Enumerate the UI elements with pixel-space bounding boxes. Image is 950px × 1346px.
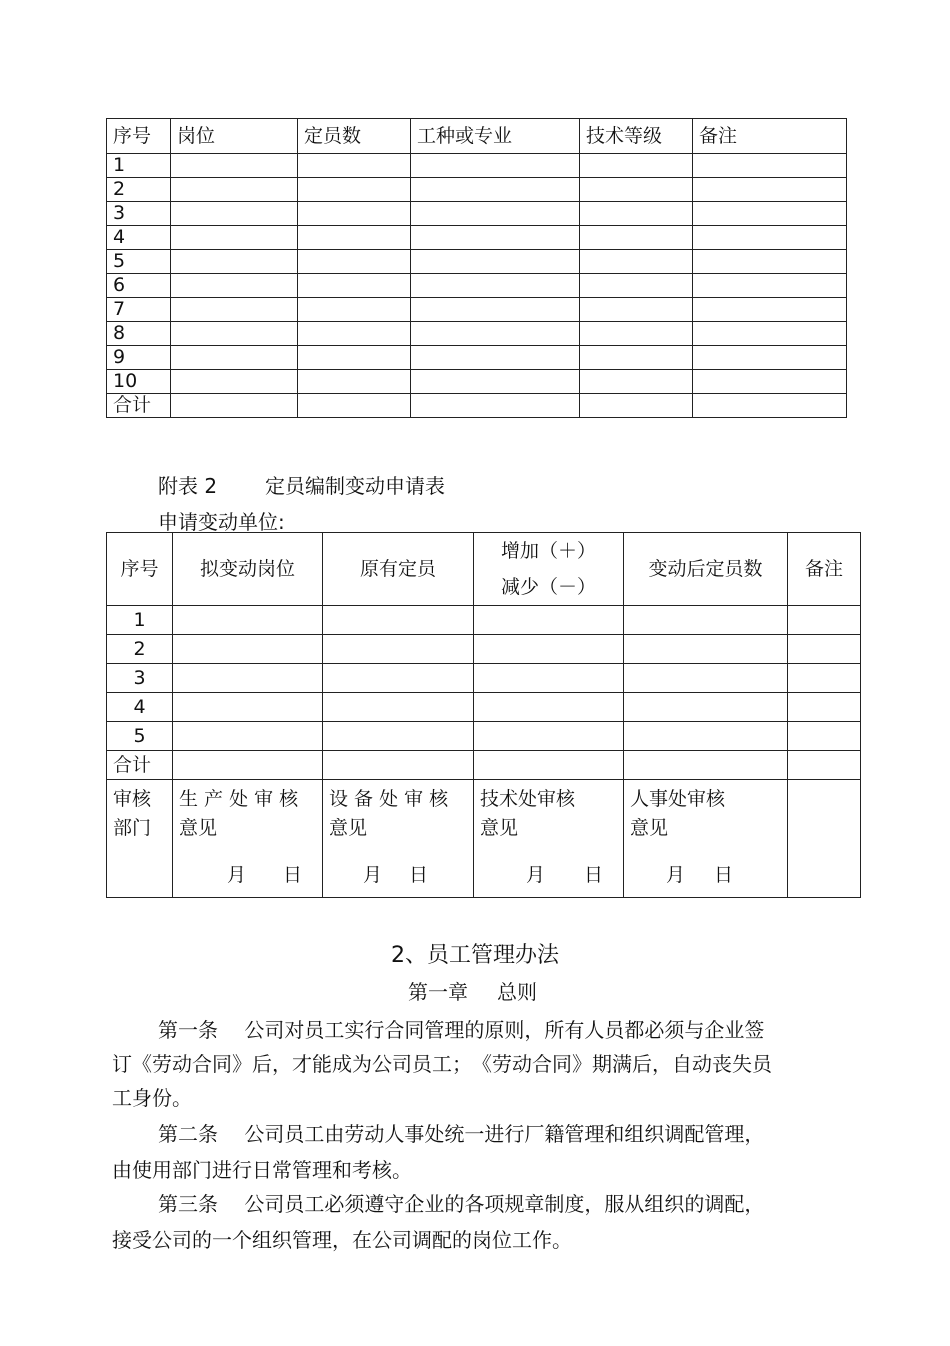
table-cell [580, 178, 693, 202]
table-cell [580, 370, 693, 394]
table-cell [171, 202, 298, 226]
table-row [107, 664, 861, 693]
table-cell [580, 250, 693, 274]
table-row [107, 693, 861, 722]
table-cell [298, 346, 411, 370]
table-cell [173, 693, 323, 722]
table-row [107, 178, 847, 202]
table-cell [173, 722, 323, 751]
increase-label: 增加（＋） [500, 540, 596, 562]
row-index: 3 [107, 202, 171, 226]
table-cell [693, 178, 847, 202]
paragraph-line: 第三条 公司员工必须遵守企业的各项规章制度，服从组织的调配， [158, 1192, 765, 1216]
table-cell [693, 370, 847, 394]
row-index: 10 [107, 370, 171, 394]
table-cell [171, 154, 298, 178]
table-cell [788, 606, 861, 635]
review-sub: 意见 [179, 817, 218, 839]
review-cell-production [173, 780, 323, 898]
table-cell [580, 154, 693, 178]
table-row [107, 346, 847, 370]
table-cell [580, 394, 693, 418]
table-cell [298, 394, 411, 418]
table-cell [693, 394, 847, 418]
table-cell [298, 322, 411, 346]
table-cell [411, 322, 580, 346]
table-row [107, 298, 847, 322]
table-cell [171, 274, 298, 298]
table-cell [173, 751, 323, 780]
table-cell [411, 202, 580, 226]
date-month: 月 [526, 864, 546, 886]
staffing-change-table [106, 532, 861, 898]
applicant-unit-label: 申请变动单位: [158, 510, 285, 534]
date-day: 日 [714, 864, 734, 886]
paragraph-line: 由使用部门进行日常管理和考核。 [112, 1158, 412, 1182]
table-cell [298, 370, 411, 394]
review-row [107, 780, 861, 898]
paragraph-line: 第一条 公司对员工实行合同管理的原则，所有人员都必须与企业签 [158, 1018, 765, 1042]
row-index: 6 [107, 274, 171, 298]
table-cell [323, 606, 474, 635]
table-cell [171, 250, 298, 274]
review-title: 人事处审核 [630, 788, 726, 810]
paragraph-line: 第二条 公司员工由劳动人事处统一进行厂籍管理和组织调配管理， [158, 1122, 765, 1146]
row-index: 3 [107, 664, 173, 693]
table-cell [693, 298, 847, 322]
table-row [107, 606, 861, 635]
table-cell [323, 664, 474, 693]
row-index: 合计 [107, 394, 171, 418]
row-index: 1 [107, 154, 171, 178]
review-cell-equipment [323, 780, 474, 898]
table-row [107, 250, 847, 274]
table-cell [624, 635, 788, 664]
table-row [107, 226, 847, 250]
table-cell [411, 346, 580, 370]
date-month: 月 [363, 864, 383, 886]
table-row [107, 370, 847, 394]
review-label-line: 部门 [113, 817, 152, 839]
review-title: 技术处审核 [480, 788, 576, 810]
header-cell-change [474, 533, 624, 606]
row-index: 4 [107, 226, 171, 250]
table-total-row [107, 394, 847, 418]
table-cell [580, 322, 693, 346]
table-cell [474, 664, 624, 693]
table-cell [580, 346, 693, 370]
header-cell: 备注 [693, 119, 847, 154]
table-cell [624, 606, 788, 635]
header-cell: 备注 [788, 533, 861, 606]
section-title: 2、员工管理办法 [391, 943, 559, 968]
table-total-row [107, 751, 861, 780]
table-cell [298, 298, 411, 322]
date-month: 月 [227, 864, 247, 886]
table-cell [580, 298, 693, 322]
paragraph-line: 工身份。 [112, 1086, 192, 1110]
table-cell [323, 693, 474, 722]
chapter-number: 第一章 [408, 980, 468, 1004]
row-index: 1 [107, 606, 173, 635]
review-label-cell [107, 780, 173, 898]
table-cell [624, 664, 788, 693]
table-cell [298, 226, 411, 250]
table-cell [788, 664, 861, 693]
row-index: 5 [107, 250, 171, 274]
date-month: 月 [666, 864, 686, 886]
table-cell [474, 606, 624, 635]
row-total-label: 合计 [107, 751, 173, 780]
table-cell [171, 370, 298, 394]
date-day: 日 [283, 864, 303, 886]
table-cell [171, 226, 298, 250]
review-cell-technology [474, 780, 624, 898]
header-cell: 工种或专业 [411, 119, 580, 154]
table-cell [323, 722, 474, 751]
table-cell [693, 202, 847, 226]
review-sub: 意见 [630, 817, 669, 839]
row-index: 9 [107, 346, 171, 370]
table-cell [411, 370, 580, 394]
header-cell: 变动后定员数 [624, 533, 788, 606]
table-header-row [107, 533, 861, 606]
staffing-table [106, 118, 847, 418]
table-cell [624, 722, 788, 751]
review-title: 设 备 处 审 核 [329, 788, 449, 810]
table-cell [788, 635, 861, 664]
table-row [107, 202, 847, 226]
table-cell [171, 178, 298, 202]
table-cell [624, 693, 788, 722]
table-row [107, 635, 861, 664]
table-cell [323, 635, 474, 664]
review-sub: 意见 [329, 817, 368, 839]
review-title: 生 产 处 审 核 [179, 788, 299, 810]
table-cell [298, 178, 411, 202]
table-cell [298, 202, 411, 226]
table-cell [411, 250, 580, 274]
date-day: 日 [584, 864, 604, 886]
table-cell [171, 298, 298, 322]
table-cell [693, 274, 847, 298]
table-row [107, 154, 847, 178]
decrease-label: 减少（－） [500, 576, 596, 598]
table-cell [474, 751, 624, 780]
row-index: 5 [107, 722, 173, 751]
table-cell [173, 635, 323, 664]
review-sub: 意见 [480, 817, 519, 839]
header-cell: 序号 [107, 533, 173, 606]
header-cell: 序号 [107, 119, 171, 154]
table-cell [693, 250, 847, 274]
paragraph-line: 订《劳动合同》后，才能成为公司员工； 《劳动合同》期满后，自动丧失员 [112, 1052, 772, 1076]
table-cell [693, 346, 847, 370]
header-cell: 岗位 [171, 119, 298, 154]
review-cell-hr [624, 780, 788, 898]
paragraph-line: 接受公司的一个组织管理，在公司调配的岗位工作。 [112, 1228, 572, 1252]
row-index: 7 [107, 298, 171, 322]
table-cell [474, 722, 624, 751]
table-cell [173, 664, 323, 693]
table-cell [171, 322, 298, 346]
table-row [107, 322, 847, 346]
table-cell [411, 274, 580, 298]
table-cell [298, 274, 411, 298]
table-row [107, 274, 847, 298]
row-index: 2 [107, 178, 171, 202]
row-index: 2 [107, 635, 173, 664]
date-day: 日 [409, 864, 429, 886]
table-cell [788, 693, 861, 722]
table-cell [411, 178, 580, 202]
table-cell [788, 780, 861, 898]
table-cell [474, 693, 624, 722]
table-cell [624, 751, 788, 780]
row-index: 4 [107, 693, 173, 722]
review-label-line: 审核 [113, 788, 152, 810]
table-cell [173, 606, 323, 635]
table-cell [171, 346, 298, 370]
table-cell [788, 751, 861, 780]
table-cell [580, 202, 693, 226]
table-cell [411, 154, 580, 178]
header-cell: 原有定员 [323, 533, 474, 606]
chapter-name: 总则 [497, 980, 537, 1004]
header-cell: 技术等级 [580, 119, 693, 154]
row-index: 8 [107, 322, 171, 346]
table-header-row [107, 119, 847, 154]
table-cell [171, 394, 298, 418]
header-cell: 定员数 [298, 119, 411, 154]
table-cell [298, 154, 411, 178]
table-cell [411, 226, 580, 250]
table-cell [693, 322, 847, 346]
table-cell [580, 226, 693, 250]
table-cell [411, 298, 580, 322]
header-cell: 拟变动岗位 [173, 533, 323, 606]
table-cell [298, 250, 411, 274]
table-row [107, 722, 861, 751]
table-cell [788, 722, 861, 751]
appendix-title: 定员编制变动申请表 [265, 474, 445, 498]
table-cell [323, 751, 474, 780]
table-cell [474, 635, 624, 664]
table-cell [693, 226, 847, 250]
table-cell [411, 394, 580, 418]
table-cell [580, 274, 693, 298]
appendix-label: 附表 2 [158, 474, 218, 498]
table-cell [693, 154, 847, 178]
